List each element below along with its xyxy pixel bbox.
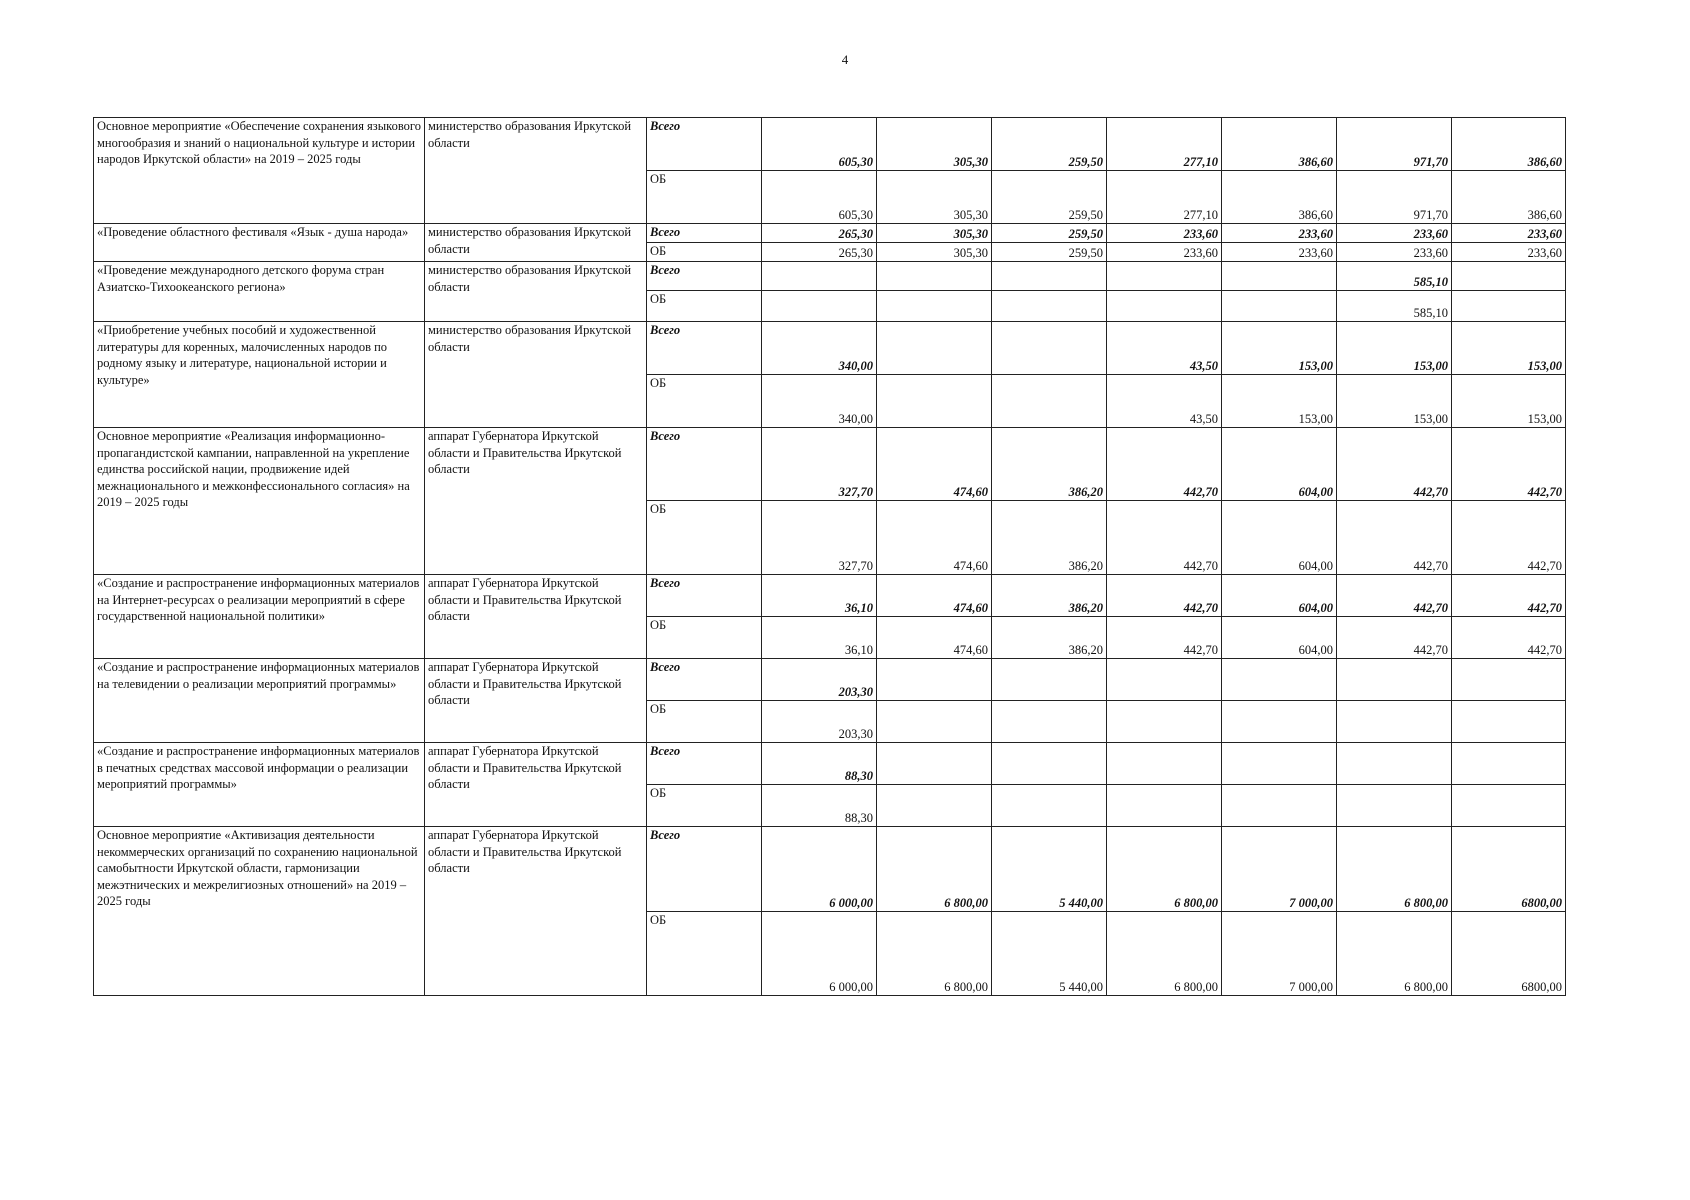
- funding-source-total: Всего: [647, 743, 762, 785]
- ob-amount-cell: [1107, 701, 1222, 743]
- total-amount-cell: [992, 262, 1107, 291]
- total-amount-cell: [1222, 659, 1337, 701]
- budget-table: [93, 117, 1566, 996]
- total-amount-cell: 442,70: [1452, 575, 1566, 617]
- table-row: [94, 575, 1566, 617]
- total-amount-cell: [877, 322, 992, 375]
- responsible-executor: министерство образования Иркутской области: [425, 118, 647, 224]
- total-amount-cell: 259,50: [992, 224, 1107, 243]
- total-amount-cell: [1337, 743, 1452, 785]
- ob-amount-cell: 259,50: [992, 243, 1107, 262]
- activity-name: «Проведение международного детского форума стран Азиатско-Тихоокеанского региона»: [94, 262, 425, 322]
- ob-amount-cell: [1452, 291, 1566, 322]
- funding-source-total: Всего: [647, 224, 762, 243]
- total-amount-cell: 5 440,00: [992, 827, 1107, 912]
- table-row: [94, 428, 1566, 501]
- total-amount-cell: 6 800,00: [877, 827, 992, 912]
- total-amount-cell: [1452, 743, 1566, 785]
- total-amount-cell: 6 000,00: [762, 827, 877, 912]
- total-amount-cell: 233,60: [1337, 224, 1452, 243]
- table-row: [94, 659, 1566, 701]
- total-amount-cell: 327,70: [762, 428, 877, 501]
- total-amount-cell: [762, 262, 877, 291]
- ob-amount-cell: 340,00: [762, 375, 877, 428]
- funding-source-ob: ОБ: [647, 701, 762, 743]
- total-amount-cell: 305,30: [877, 224, 992, 243]
- ob-amount-cell: 474,60: [877, 617, 992, 659]
- ob-amount-cell: 6 000,00: [762, 912, 877, 996]
- activity-name: «Создание и распространение информационных материалов на Интернет-ресурсах о реализации мероприятий в сфере государственной национальной политики»: [94, 575, 425, 659]
- total-amount-cell: 474,60: [877, 428, 992, 501]
- ob-amount-cell: [1452, 701, 1566, 743]
- funding-source-total: Всего: [647, 322, 762, 375]
- ob-amount-cell: 442,70: [1452, 501, 1566, 575]
- funding-source-total: Всего: [647, 575, 762, 617]
- funding-source-ob: ОБ: [647, 243, 762, 262]
- total-amount-cell: [1107, 743, 1222, 785]
- funding-source-ob: ОБ: [647, 617, 762, 659]
- ob-amount-cell: 233,60: [1452, 243, 1566, 262]
- responsible-executor: аппарат Губернатора Иркутской области и Правительства Иркутской области: [425, 575, 647, 659]
- responsible-executor: аппарат Губернатора Иркутской области и Правительства Иркутской области: [425, 659, 647, 743]
- total-amount-cell: 442,70: [1337, 428, 1452, 501]
- total-amount-cell: [1452, 262, 1566, 291]
- ob-amount-cell: 605,30: [762, 171, 877, 224]
- total-amount-cell: [877, 262, 992, 291]
- total-amount-cell: 386,20: [992, 428, 1107, 501]
- page-number: 4: [841, 52, 849, 67]
- ob-amount-cell: 6 800,00: [1337, 912, 1452, 996]
- total-amount-cell: 36,10: [762, 575, 877, 617]
- funding-source-ob: ОБ: [647, 375, 762, 428]
- ob-amount-cell: 386,20: [992, 501, 1107, 575]
- ob-amount-cell: 5 440,00: [992, 912, 1107, 996]
- total-amount-cell: 442,70: [1107, 428, 1222, 501]
- ob-amount-cell: 386,60: [1222, 171, 1337, 224]
- funding-source-ob: ОБ: [647, 912, 762, 996]
- ob-amount-cell: 327,70: [762, 501, 877, 575]
- total-amount-cell: 6800,00: [1452, 827, 1566, 912]
- total-amount-cell: 233,60: [1222, 224, 1337, 243]
- ob-amount-cell: 971,70: [1337, 171, 1452, 224]
- ob-amount-cell: 442,70: [1337, 501, 1452, 575]
- table-row: [94, 743, 1566, 785]
- activity-name: «Приобретение учебных пособий и художественной литературы для коренных, малочисленных народов по родному языку и литературе, национальной истории и культуре»: [94, 322, 425, 428]
- total-amount-cell: [1107, 262, 1222, 291]
- ob-amount-cell: 153,00: [1337, 375, 1452, 428]
- ob-amount-cell: 6800,00: [1452, 912, 1566, 996]
- total-amount-cell: 43,50: [1107, 322, 1222, 375]
- ob-amount-cell: [877, 701, 992, 743]
- total-amount-cell: 386,60: [1452, 118, 1566, 171]
- responsible-executor: аппарат Губернатора Иркутской области и Правительства Иркутской области: [425, 827, 647, 996]
- ob-amount-cell: 259,50: [992, 171, 1107, 224]
- total-amount-cell: 233,60: [1107, 224, 1222, 243]
- ob-amount-cell: [1337, 701, 1452, 743]
- ob-amount-cell: 233,60: [1337, 243, 1452, 262]
- ob-amount-cell: 442,70: [1337, 617, 1452, 659]
- ob-amount-cell: 153,00: [1452, 375, 1566, 428]
- total-amount-cell: [1222, 262, 1337, 291]
- total-amount-cell: 604,00: [1222, 428, 1337, 501]
- ob-amount-cell: [1107, 785, 1222, 827]
- ob-amount-cell: 7 000,00: [1222, 912, 1337, 996]
- table-row: [94, 224, 1566, 243]
- ob-amount-cell: 233,60: [1222, 243, 1337, 262]
- responsible-executor: министерство образования Иркутской области: [425, 262, 647, 322]
- total-amount-cell: 605,30: [762, 118, 877, 171]
- ob-amount-cell: 203,30: [762, 701, 877, 743]
- ob-amount-cell: [992, 291, 1107, 322]
- ob-amount-cell: 386,60: [1452, 171, 1566, 224]
- funding-source-total: Всего: [647, 428, 762, 501]
- total-amount-cell: 386,60: [1222, 118, 1337, 171]
- total-amount-cell: 259,50: [992, 118, 1107, 171]
- total-amount-cell: [877, 743, 992, 785]
- ob-amount-cell: 305,30: [877, 243, 992, 262]
- ob-amount-cell: 233,60: [1107, 243, 1222, 262]
- responsible-executor: аппарат Губернатора Иркутской области и Правительства Иркутской области: [425, 743, 647, 827]
- total-amount-cell: 442,70: [1452, 428, 1566, 501]
- total-amount-cell: 7 000,00: [1222, 827, 1337, 912]
- ob-amount-cell: 585,10: [1337, 291, 1452, 322]
- total-amount-cell: 88,30: [762, 743, 877, 785]
- total-amount-cell: 203,30: [762, 659, 877, 701]
- funding-source-ob: ОБ: [647, 501, 762, 575]
- ob-amount-cell: [1452, 785, 1566, 827]
- ob-amount-cell: [1222, 291, 1337, 322]
- ob-amount-cell: [877, 785, 992, 827]
- ob-amount-cell: [1222, 785, 1337, 827]
- total-amount-cell: 153,00: [1337, 322, 1452, 375]
- total-amount-cell: 971,70: [1337, 118, 1452, 171]
- table-row: [94, 322, 1566, 375]
- ob-amount-cell: [992, 375, 1107, 428]
- total-amount-cell: 474,60: [877, 575, 992, 617]
- total-amount-cell: 277,10: [1107, 118, 1222, 171]
- activity-name: Основное мероприятие «Обеспечение сохранения языкового многообразия и знаний о национальной культуре и истории народов Иркутской области» на 2019 – 2025 годы: [94, 118, 425, 224]
- ob-amount-cell: 6 800,00: [877, 912, 992, 996]
- total-amount-cell: 265,30: [762, 224, 877, 243]
- funding-source-ob: ОБ: [647, 291, 762, 322]
- total-amount-cell: 6 800,00: [1107, 827, 1222, 912]
- activity-name: «Проведение областного фестиваля «Язык - душа народа»: [94, 224, 425, 262]
- total-amount-cell: [992, 743, 1107, 785]
- funding-source-total: Всего: [647, 827, 762, 912]
- ob-amount-cell: [1107, 291, 1222, 322]
- ob-amount-cell: 474,60: [877, 501, 992, 575]
- table-row: [94, 262, 1566, 291]
- funding-source-ob: ОБ: [647, 171, 762, 224]
- table-row: [94, 118, 1566, 171]
- total-amount-cell: 340,00: [762, 322, 877, 375]
- ob-amount-cell: 153,00: [1222, 375, 1337, 428]
- total-amount-cell: [1452, 659, 1566, 701]
- ob-amount-cell: [762, 291, 877, 322]
- table-row: [94, 827, 1566, 912]
- ob-amount-cell: 36,10: [762, 617, 877, 659]
- funding-source-ob: ОБ: [647, 785, 762, 827]
- ob-amount-cell: 6 800,00: [1107, 912, 1222, 996]
- ob-amount-cell: 265,30: [762, 243, 877, 262]
- ob-amount-cell: 442,70: [1107, 617, 1222, 659]
- funding-source-total: Всего: [647, 659, 762, 701]
- ob-amount-cell: 386,20: [992, 617, 1107, 659]
- ob-amount-cell: 305,30: [877, 171, 992, 224]
- total-amount-cell: [877, 659, 992, 701]
- ob-amount-cell: [1337, 785, 1452, 827]
- funding-source-total: Всего: [647, 118, 762, 171]
- total-amount-cell: 233,60: [1452, 224, 1566, 243]
- ob-amount-cell: 442,70: [1107, 501, 1222, 575]
- activity-name: Основное мероприятие «Реализация информационно-пропагандистской кампании, направленной на укрепление единства российской нации, продвижение идей межнационального и межконфессионального согласия» на 2019 – 2025 годы: [94, 428, 425, 575]
- total-amount-cell: 305,30: [877, 118, 992, 171]
- total-amount-cell: 6 800,00: [1337, 827, 1452, 912]
- total-amount-cell: [992, 659, 1107, 701]
- total-amount-cell: 153,00: [1452, 322, 1566, 375]
- table-body: [94, 118, 1566, 996]
- ob-amount-cell: [1222, 701, 1337, 743]
- ob-amount-cell: 88,30: [762, 785, 877, 827]
- activity-name: «Создание и распространение информационных материалов на телевидении о реализации мероприятий программы»: [94, 659, 425, 743]
- total-amount-cell: 585,10: [1337, 262, 1452, 291]
- activity-name: «Создание и распространение информационных материалов в печатных средствах массовой информации о реализации мероприятий программы»: [94, 743, 425, 827]
- responsible-executor: министерство образования Иркутской области: [425, 224, 647, 262]
- activity-name: Основное мероприятие «Активизация деятельности некоммерческих организаций по сохранению национальной самобытности Иркутской области, гармонизации межэтнических и межрелигиозных отношений» на 2019 – 2025 годы: [94, 827, 425, 996]
- total-amount-cell: 442,70: [1337, 575, 1452, 617]
- ob-amount-cell: 442,70: [1452, 617, 1566, 659]
- total-amount-cell: 442,70: [1107, 575, 1222, 617]
- total-amount-cell: [1337, 659, 1452, 701]
- funding-source-total: Всего: [647, 262, 762, 291]
- ob-amount-cell: 43,50: [1107, 375, 1222, 428]
- responsible-executor: министерство образования Иркутской области: [425, 322, 647, 428]
- ob-amount-cell: [877, 375, 992, 428]
- ob-amount-cell: 604,00: [1222, 617, 1337, 659]
- ob-amount-cell: [992, 785, 1107, 827]
- total-amount-cell: [992, 322, 1107, 375]
- total-amount-cell: 604,00: [1222, 575, 1337, 617]
- total-amount-cell: 153,00: [1222, 322, 1337, 375]
- ob-amount-cell: [992, 701, 1107, 743]
- ob-amount-cell: 277,10: [1107, 171, 1222, 224]
- responsible-executor: аппарат Губернатора Иркутской области и Правительства Иркутской области: [425, 428, 647, 575]
- total-amount-cell: 386,20: [992, 575, 1107, 617]
- total-amount-cell: [1107, 659, 1222, 701]
- total-amount-cell: [1222, 743, 1337, 785]
- ob-amount-cell: [877, 291, 992, 322]
- ob-amount-cell: 604,00: [1222, 501, 1337, 575]
